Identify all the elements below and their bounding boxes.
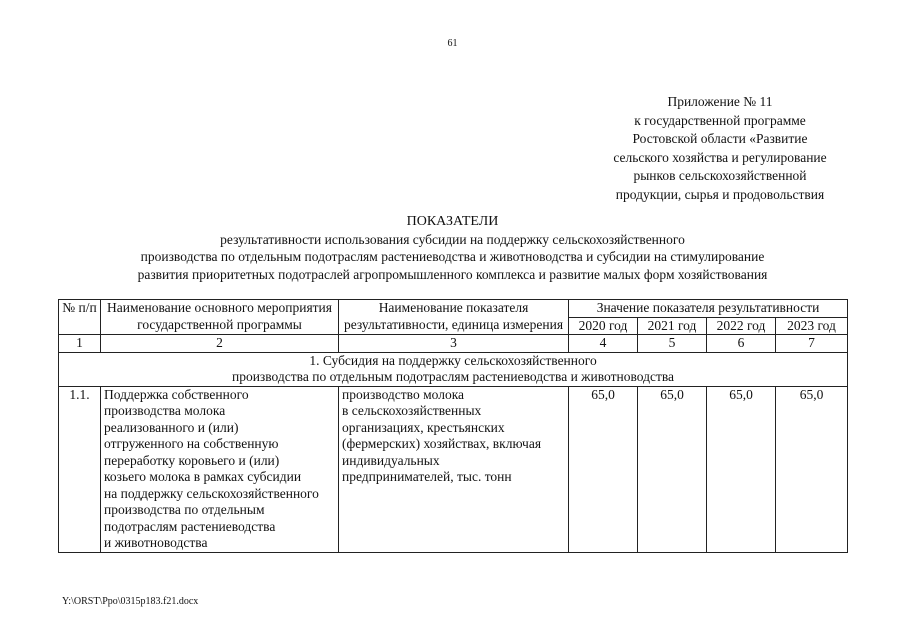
header-values: Значение показателя результативности xyxy=(569,300,848,318)
measure-line: производства по отдельным xyxy=(104,502,265,517)
document-heading xyxy=(60,213,845,283)
header-year: 2020 год xyxy=(569,317,638,335)
measure-line: Поддержка собственного xyxy=(104,386,249,402)
page-number: 61 xyxy=(447,38,458,49)
appendix-line: продукции, сырья и продовольствия xyxy=(615,186,825,202)
section-title-line: 1. Субсидия на поддержку сельскохозяйственного xyxy=(309,352,597,368)
column-number: 6 xyxy=(707,335,776,353)
column-number: 1 xyxy=(59,335,101,353)
appendix-line: сельского хозяйства и регулирование xyxy=(613,149,827,165)
indicator-line: организациях, крестьянских xyxy=(342,419,505,435)
header-indicator: Наименование показателя результативности, единица измерения xyxy=(339,300,569,335)
section-title-line: производства по отдельным подотраслям растениеводства и животноводства xyxy=(231,369,675,384)
column-number: 7 xyxy=(776,335,848,353)
row-value-2023: 65,0 xyxy=(776,386,848,552)
measure-line: реализованного и (или) xyxy=(104,419,239,435)
measure-line: на поддержку сельскохозяйственного xyxy=(104,485,319,501)
section-title xyxy=(59,352,848,386)
measure-line: козьего молока в рамках субсидии xyxy=(104,469,302,484)
column-number: 5 xyxy=(638,335,707,353)
header-year: 2023 год xyxy=(776,317,848,335)
indicator-line: предпринимателей, тыс. тонн xyxy=(342,469,512,484)
heading-title: ПОКАЗАТЕЛИ xyxy=(406,214,499,229)
header-num: № п/п xyxy=(59,300,101,335)
row-indicator xyxy=(339,386,569,552)
appendix-line: рынков сельскохозяйственной xyxy=(633,168,807,183)
column-numbers-row xyxy=(59,335,848,353)
heading-line: развития приоритетных подотраслей агропромышленного комплекса и развитие малых форм хозяйствования xyxy=(137,266,768,282)
header-year: 2021 год xyxy=(638,317,707,335)
measure-line: и животноводства xyxy=(104,535,208,550)
indicator-line: индивидуальных xyxy=(342,452,440,468)
measure-line: производства молока xyxy=(104,403,226,418)
heading-line: производства по отдельным подотраслям растениеводства и животноводства и субсидии на стимулирование xyxy=(140,249,765,264)
heading-line: результативности использования субсидии на поддержку сельскохозяйственного xyxy=(220,231,685,247)
measure-line: подотраслям растениеводства xyxy=(104,518,276,534)
measure-line: переработку коровьего и (или) xyxy=(104,452,280,468)
row-num: 1.1. xyxy=(59,386,101,552)
table-row xyxy=(59,386,848,552)
row-measure xyxy=(101,386,339,552)
column-number: 4 xyxy=(569,335,638,353)
header-year: 2022 год xyxy=(707,317,776,335)
indicator-line: в сельскохозяйственных xyxy=(342,403,482,418)
header-measure: Наименование основного мероприятия государственной программы xyxy=(101,300,339,335)
column-number: 2 xyxy=(101,335,339,353)
appendix-line: Ростовской области «Развитие xyxy=(632,131,808,146)
indicator-line: (фермерских) хозяйствах, включая xyxy=(342,436,542,451)
table-header-row xyxy=(59,300,848,318)
appendix-line: Приложение № 11 xyxy=(667,94,773,109)
appendix-line: к государственной программе xyxy=(634,112,806,128)
row-value-2021: 65,0 xyxy=(638,386,707,552)
indicator-line: производство молока xyxy=(342,386,465,402)
section-row xyxy=(59,352,848,386)
row-value-2022: 65,0 xyxy=(707,386,776,552)
column-number: 3 xyxy=(339,335,569,353)
row-value-2020: 65,0 xyxy=(569,386,638,552)
measure-line: отгруженного на собственную xyxy=(104,436,279,451)
indicators-table xyxy=(58,299,848,553)
appendix-caption xyxy=(580,93,860,204)
file-path: Y:\ORST\Ppo\0315p183.f21.docx xyxy=(62,596,199,607)
